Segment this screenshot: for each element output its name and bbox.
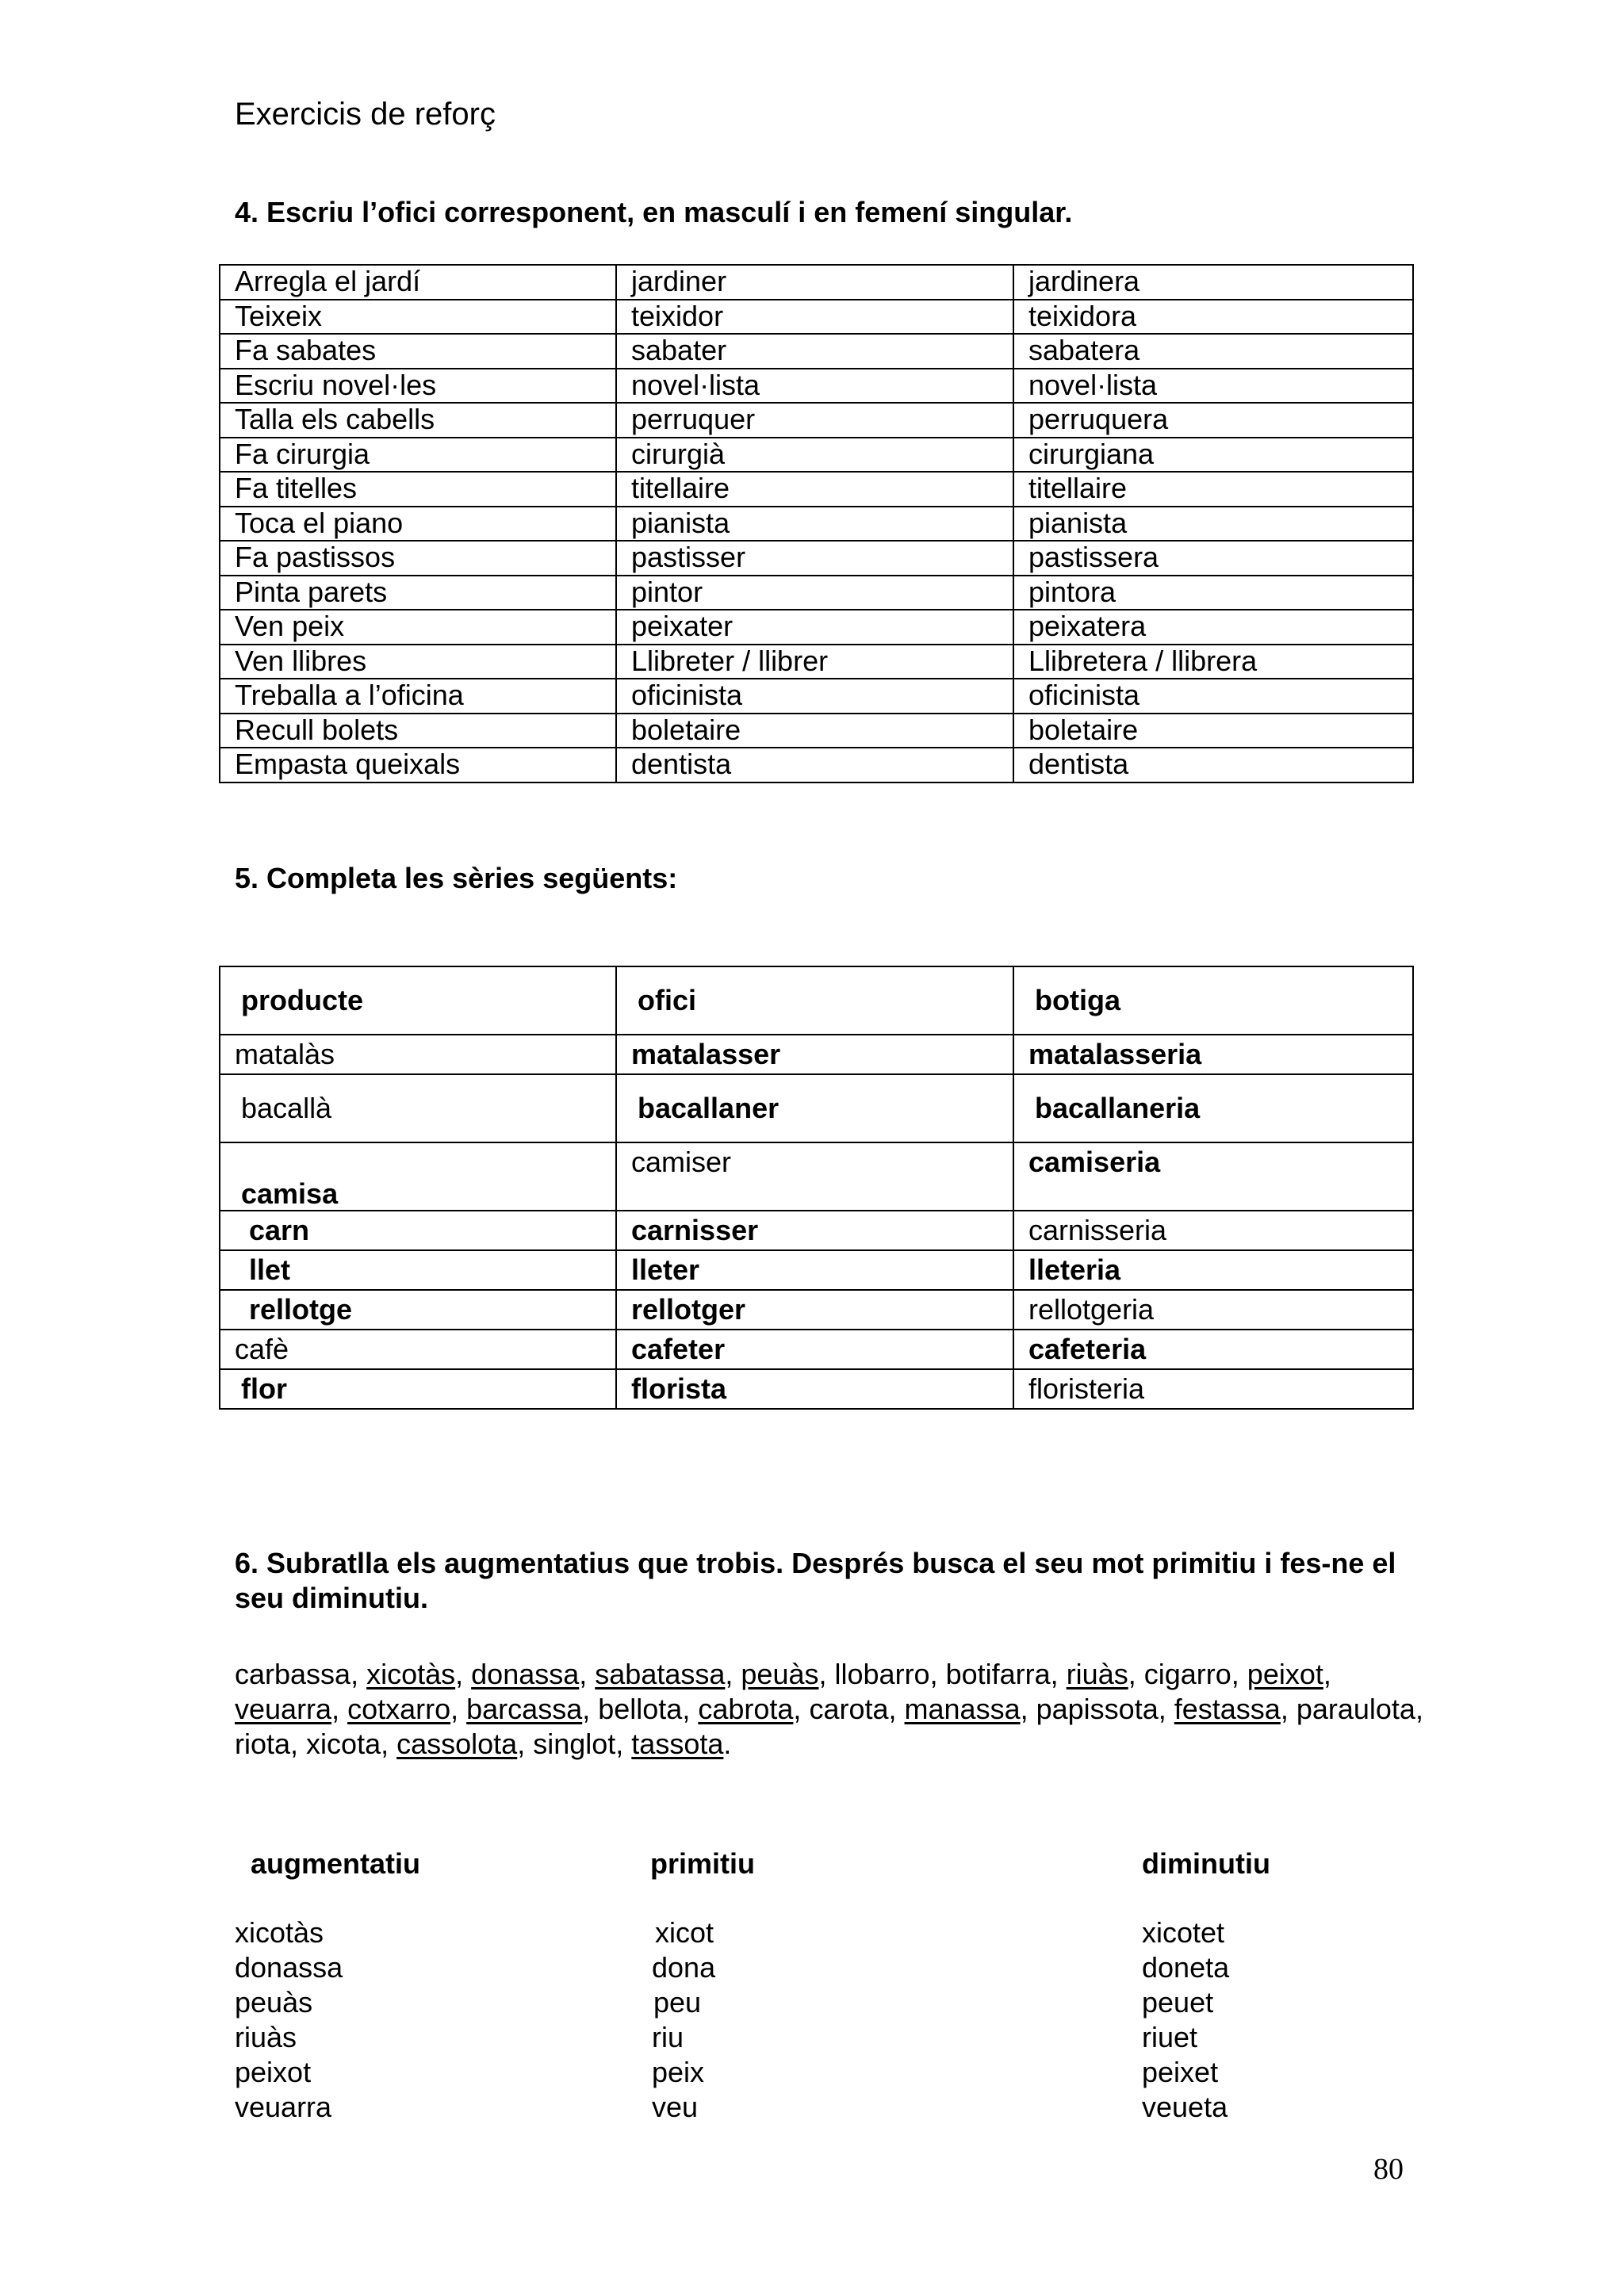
cell-ofici: lleter xyxy=(616,1250,1013,1290)
underlined-word: xicotàs xyxy=(366,1658,456,1690)
word: carota xyxy=(809,1693,889,1725)
cell-masculine: teixidor xyxy=(616,300,1013,335)
cell-feminine: titellaire xyxy=(1013,472,1413,507)
underlined-word: festassa xyxy=(1174,1693,1281,1725)
table-header-row xyxy=(220,966,1413,1035)
primitiu-list xyxy=(652,1915,715,2125)
table-row xyxy=(220,576,1413,610)
cell-botiga: lleteria xyxy=(1013,1250,1413,1290)
cell-feminine: pastissera xyxy=(1013,541,1413,576)
table-row xyxy=(220,1142,1413,1211)
cell-task: Empasta queixals xyxy=(220,748,616,783)
underlined-word: cabrota xyxy=(698,1693,794,1725)
header-ofici: ofici xyxy=(616,966,1013,1035)
cell-ofici: carnisser xyxy=(616,1211,1013,1250)
cell-ofici: florista xyxy=(616,1369,1013,1409)
underlined-word: barcassa xyxy=(466,1693,583,1725)
cell-task: Arregla el jardí xyxy=(220,265,616,300)
cell-feminine: pintora xyxy=(1013,576,1413,610)
diminutiu-item: veueta xyxy=(1142,2091,1228,2123)
table-row xyxy=(220,679,1413,714)
cell-ofici: cafeter xyxy=(616,1330,1013,1369)
exercise-6-heading: 6. Subratlla els augmentatius que trobis. Després busca el seu mot primitiu i fes-ne el seu diminutiu. xyxy=(235,1547,1396,1614)
table-row xyxy=(220,369,1413,404)
underlined-word: riuàs xyxy=(1066,1658,1128,1690)
table-row xyxy=(220,1250,1413,1290)
cell-producte xyxy=(220,1142,616,1211)
cell-masculine: perruquer xyxy=(616,403,1013,438)
cell-botiga: bacallaneria xyxy=(1013,1074,1413,1142)
cell-masculine: Llibreter / llibrer xyxy=(616,645,1013,679)
primitiu-item: xicot xyxy=(655,1916,714,1949)
word: cigarro xyxy=(1143,1658,1231,1690)
table-row xyxy=(220,1211,1413,1250)
table-row xyxy=(220,507,1413,541)
cell-feminine: perruquera xyxy=(1013,403,1413,438)
primitiu-item: veu xyxy=(652,2091,699,2123)
underlined-word: veuarra xyxy=(235,1693,332,1725)
table-row xyxy=(220,334,1413,369)
cell-producte: rellotge xyxy=(220,1290,616,1330)
word: xicota xyxy=(306,1728,381,1760)
word: riota xyxy=(235,1728,291,1760)
cell-masculine: dentista xyxy=(616,748,1013,783)
table-row xyxy=(220,300,1413,335)
cell-producte: matalàs xyxy=(220,1035,616,1074)
cell-masculine: sabater xyxy=(616,334,1013,369)
cell-masculine: oficinista xyxy=(616,679,1013,714)
augmentatiu-item: peuàs xyxy=(235,1986,313,2019)
word: bellota xyxy=(598,1693,683,1725)
header-producte: producte xyxy=(220,966,616,1035)
cell-task: Fa cirurgia xyxy=(220,438,616,473)
cell-ofici: camiser xyxy=(616,1142,1013,1211)
underlined-word: sabatassa xyxy=(595,1658,726,1690)
table-row xyxy=(220,265,1413,300)
table-row xyxy=(220,438,1413,473)
cell-producte: bacallà xyxy=(220,1074,616,1142)
augmentatiu-list xyxy=(235,1915,343,2125)
exercise-4-heading: 4. Escriu l’ofici corresponent, en masculí i en femení singular. xyxy=(235,196,1073,228)
augmentatiu-item: xicotàs xyxy=(235,1916,324,1949)
cell-task: Talla els cabells xyxy=(220,403,616,438)
cell-feminine: dentista xyxy=(1013,748,1413,783)
cell-masculine: cirurgià xyxy=(616,438,1013,473)
table-row xyxy=(220,748,1413,783)
word: papissota xyxy=(1036,1693,1159,1725)
cell-feminine: peixatera xyxy=(1013,610,1413,645)
cell-task: Ven llibres xyxy=(220,645,616,679)
cell-producte: carn xyxy=(220,1211,616,1250)
cell-feminine: novel·lista xyxy=(1013,369,1413,404)
diminutiu-item: riuet xyxy=(1142,2021,1198,2053)
cell-ofici: matalasser xyxy=(616,1035,1013,1074)
underlined-word: manassa xyxy=(904,1693,1021,1725)
cell-task: Pinta parets xyxy=(220,576,616,610)
augmentatiu-item: donassa xyxy=(235,1951,343,1984)
underlined-word: cassolota xyxy=(396,1728,518,1760)
table-row xyxy=(220,1074,1413,1142)
cell-botiga: matalasseria xyxy=(1013,1035,1413,1074)
table-row xyxy=(220,1369,1413,1409)
word: llobarro xyxy=(834,1658,930,1690)
header-botiga: botiga xyxy=(1013,966,1413,1035)
cell-task: Recull bolets xyxy=(220,714,616,748)
cell-task: Fa sabates xyxy=(220,334,616,369)
cell-task: Toca el piano xyxy=(220,507,616,541)
cell-masculine: pastisser xyxy=(616,541,1013,576)
underlined-word: tassota xyxy=(631,1728,724,1760)
cell-feminine: Llibretera / llibrera xyxy=(1013,645,1413,679)
diminutiu-item: doneta xyxy=(1142,1951,1230,1984)
diminutiu-item: xicotet xyxy=(1142,1916,1225,1949)
primitiu-item: peu xyxy=(653,1986,702,2019)
word: singlot xyxy=(533,1728,616,1760)
augmentatiu-item: riuàs xyxy=(235,2021,297,2053)
cell-masculine: titellaire xyxy=(616,472,1013,507)
word: carbassa xyxy=(235,1658,351,1690)
diminutiu-item: peuet xyxy=(1142,1986,1214,2019)
table-row xyxy=(220,403,1413,438)
cell-botiga: carnisseria xyxy=(1013,1211,1413,1250)
exercise-4-table xyxy=(219,264,1414,783)
augmentatiu-item: peixot xyxy=(235,2056,312,2088)
page-header: Exercicis de reforç xyxy=(235,97,496,132)
cell-feminine: jardinera xyxy=(1013,265,1413,300)
primitiu-item: riu xyxy=(652,2021,684,2053)
table-row xyxy=(220,1035,1413,1074)
cell-feminine: oficinista xyxy=(1013,679,1413,714)
cell-feminine: cirurgiana xyxy=(1013,438,1413,473)
word: paraulota xyxy=(1296,1693,1415,1725)
cell-producte: cafè xyxy=(220,1330,616,1369)
cell-feminine: pianista xyxy=(1013,507,1413,541)
cell-feminine: teixidora xyxy=(1013,300,1413,335)
column-header-primitiu: primitiu xyxy=(650,1847,755,1880)
cell-botiga: cafeteria xyxy=(1013,1330,1413,1369)
cell-masculine: boletaire xyxy=(616,714,1013,748)
cell-task: Fa titelles xyxy=(220,472,616,507)
cell-masculine: pintor xyxy=(616,576,1013,610)
primitiu-item: dona xyxy=(652,1951,716,1984)
augmentatiu-item: veuarra xyxy=(235,2091,332,2123)
table-row xyxy=(220,1290,1413,1330)
table-row xyxy=(220,541,1413,576)
cell-task: Escriu novel·les xyxy=(220,369,616,404)
underlined-word: peixot xyxy=(1247,1658,1323,1690)
underlined-word: donassa xyxy=(471,1658,580,1690)
cell-task: Teixeix xyxy=(220,300,616,335)
cell-botiga: floristeria xyxy=(1013,1369,1413,1409)
table-row xyxy=(220,472,1413,507)
cell-feminine: boletaire xyxy=(1013,714,1413,748)
cell-feminine: sabatera xyxy=(1013,334,1413,369)
cell-task: Ven peix xyxy=(220,610,616,645)
cell-task: Fa pastissos xyxy=(220,541,616,576)
underlined-word: cotxarro xyxy=(347,1693,451,1725)
diminutiu-list xyxy=(1142,1915,1229,2125)
word: botifarra xyxy=(945,1658,1051,1690)
cell-text: camisa xyxy=(241,1177,339,1210)
cell-masculine: pianista xyxy=(616,507,1013,541)
primitiu-item: peix xyxy=(652,2056,705,2088)
underlined-word: peuàs xyxy=(741,1658,819,1690)
cell-producte: flor xyxy=(220,1369,616,1409)
exercise-5-table xyxy=(219,966,1414,1410)
cell-botiga: camiseria xyxy=(1013,1142,1413,1211)
cell-task: Treballa a l’oficina xyxy=(220,679,616,714)
cell-botiga: rellotgeria xyxy=(1013,1290,1413,1330)
cell-masculine: peixater xyxy=(616,610,1013,645)
cell-ofici: rellotger xyxy=(616,1290,1013,1330)
column-header-diminutiu: diminutiu xyxy=(1142,1847,1270,1880)
page-number: 80 xyxy=(1373,2152,1404,2186)
column-header-augmentatiu: augmentatiu xyxy=(251,1847,421,1880)
word-list: carbassa, xicotàs, donassa, sabatassa, peuàs, llobarro, botifarra, riuàs, cigarro, peixot, veuarra, cotxarro, barcassa, bellota, cabrota, carota, manassa, papissota, festassa, paraulota, riota, xicota, cassolota, singlot, tassota. xyxy=(235,1658,1423,1760)
cell-masculine: novel·lista xyxy=(616,369,1013,404)
cell-ofici: bacallaner xyxy=(616,1074,1013,1142)
table-row xyxy=(220,645,1413,679)
cell-masculine: jardiner xyxy=(616,265,1013,300)
table-row xyxy=(220,1330,1413,1369)
cell-producte: llet xyxy=(220,1250,616,1290)
table-row xyxy=(220,610,1413,645)
diminutiu-item: peixet xyxy=(1142,2056,1219,2088)
table-row xyxy=(220,714,1413,748)
exercise-5-heading: 5. Completa les sèries següents: xyxy=(235,862,678,894)
